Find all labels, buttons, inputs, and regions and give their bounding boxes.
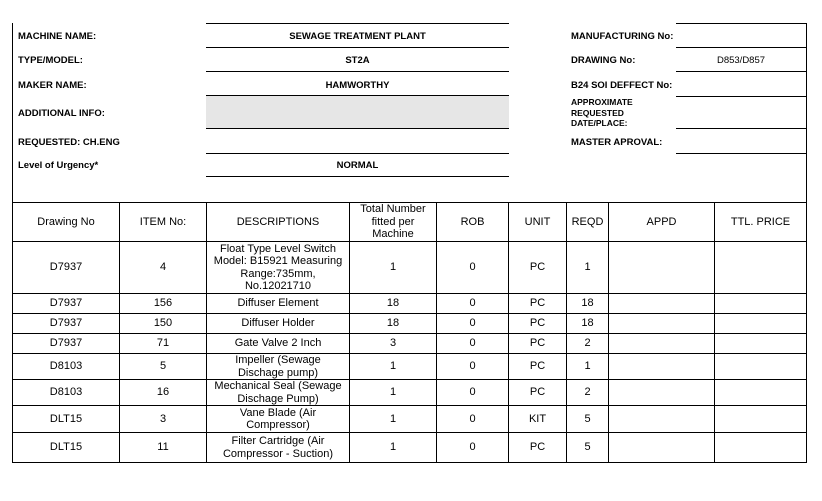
cell-desc: Float Type Level Switch Model: B15921 Measuring Range:735mm, No.12021710 <box>207 242 350 294</box>
cell-price[interactable] <box>715 354 807 380</box>
cell-item: 4 <box>120 242 207 294</box>
cell-reqd: 18 <box>567 314 609 334</box>
cell-drawing: DLT15 <box>13 406 120 433</box>
additional-info-field[interactable] <box>206 96 509 128</box>
cell-appd[interactable] <box>609 294 715 314</box>
cell-price[interactable] <box>715 314 807 334</box>
cell-price[interactable] <box>715 294 807 314</box>
cell-unit: PC <box>509 433 567 463</box>
cell-total: 18 <box>350 294 437 314</box>
table-row <box>13 294 807 314</box>
cell-item: 5 <box>120 354 207 380</box>
cell-total: 1 <box>350 380 437 406</box>
cell-desc: Vane Blade (Air Compressor) <box>207 406 350 433</box>
additional-info-underline <box>206 128 509 129</box>
col-total-fitted: Total Number fitted per Machine <box>350 203 437 242</box>
cell-unit: PC <box>509 242 567 294</box>
cell-reqd: 2 <box>567 380 609 406</box>
additional-info-label: ADDITIONAL INFO: <box>18 108 105 119</box>
drawing-no-label: DRAWING No: <box>571 55 636 66</box>
cell-item: 16 <box>120 380 207 406</box>
machine-name-underline <box>206 47 509 48</box>
table-row <box>13 334 807 354</box>
cell-unit: PC <box>509 354 567 380</box>
master-approval-underline <box>676 153 806 154</box>
col-drawing-no: Drawing No <box>13 203 120 242</box>
cell-item: 11 <box>120 433 207 463</box>
cell-appd[interactable] <box>609 334 715 354</box>
b24-label: B24 SOI DEFFECT No: <box>571 80 673 91</box>
b24-underline <box>676 96 806 97</box>
manufacturing-no-top-line <box>676 23 806 24</box>
header-frame-left <box>12 23 13 203</box>
cell-rob: 0 <box>437 354 509 380</box>
col-unit: UNIT <box>509 203 567 242</box>
cell-reqd: 1 <box>567 354 609 380</box>
col-rob: ROB <box>437 203 509 242</box>
cell-drawing: DLT15 <box>13 433 120 463</box>
cell-total: 1 <box>350 433 437 463</box>
cell-unit: PC <box>509 380 567 406</box>
table-row <box>13 314 807 334</box>
cell-price[interactable] <box>715 334 807 354</box>
cell-desc: Diffuser Holder <box>207 314 350 334</box>
cell-drawing: D8103 <box>13 380 120 406</box>
cell-drawing: D7937 <box>13 242 120 294</box>
cell-item: 3 <box>120 406 207 433</box>
cell-appd[interactable] <box>609 433 715 463</box>
cell-rob: 0 <box>437 334 509 354</box>
table-row <box>13 354 807 380</box>
cell-total: 1 <box>350 354 437 380</box>
cell-price[interactable] <box>715 433 807 463</box>
cell-drawing: D7937 <box>13 314 120 334</box>
cell-rob: 0 <box>437 314 509 334</box>
cell-total: 1 <box>350 242 437 294</box>
manufacturing-no-underline <box>676 47 806 48</box>
requested-underline <box>206 153 509 154</box>
approx-date-underline <box>676 128 806 129</box>
col-reqd: REQD <box>567 203 609 242</box>
urgency-value[interactable]: NORMAL <box>336 160 379 171</box>
cell-drawing: D7937 <box>13 334 120 354</box>
master-approval-label: MASTER APROVAL: <box>571 137 663 148</box>
cell-rob: 0 <box>437 242 509 294</box>
cell-desc: Mechanical Seal (Sewage Dischage Pump) <box>207 380 350 406</box>
cell-reqd: 5 <box>567 406 609 433</box>
col-item-no: ITEM No: <box>120 203 207 242</box>
type-model-label: TYPE/MODEL: <box>18 55 83 66</box>
table-row <box>13 433 807 463</box>
cell-appd[interactable] <box>609 406 715 433</box>
cell-item: 71 <box>120 334 207 354</box>
approx-date-label: APPROXIMATE REQUESTED DATE/PLACE: <box>571 97 633 128</box>
cell-price[interactable] <box>715 242 807 294</box>
cell-item: 150 <box>120 314 207 334</box>
cell-appd[interactable] <box>609 314 715 334</box>
cell-desc: Diffuser Element <box>207 294 350 314</box>
cell-total: 1 <box>350 406 437 433</box>
cell-appd[interactable] <box>609 354 715 380</box>
drawing-no-underline <box>676 71 806 72</box>
table-header-row <box>13 203 807 242</box>
cell-reqd: 1 <box>567 242 609 294</box>
drawing-no-value[interactable]: D853/D857 <box>716 55 766 66</box>
machine-name-label: MACHINE NAME: <box>18 31 97 42</box>
cell-desc: Gate Valve 2 Inch <box>207 334 350 354</box>
cell-total: 18 <box>350 314 437 334</box>
cell-item: 156 <box>120 294 207 314</box>
col-ttl-price: TTL. PRICE <box>715 203 807 242</box>
cell-desc: Impeller (Sewage Dischage pump) <box>207 354 350 380</box>
cell-reqd: 18 <box>567 294 609 314</box>
cell-drawing: D8103 <box>13 354 120 380</box>
items-table <box>12 202 807 463</box>
machine-name-top-line <box>206 23 509 24</box>
maker-name-label: MAKER NAME: <box>18 80 87 91</box>
cell-total: 3 <box>350 334 437 354</box>
type-model-underline <box>206 71 509 72</box>
requested-label: REQUESTED: CH.ENG <box>18 137 120 148</box>
cell-desc: Filter Cartridge (Air Compressor - Suction) <box>207 433 350 463</box>
manufacturing-no-label: MANUFACTURING No: <box>571 31 674 42</box>
cell-rob: 0 <box>437 380 509 406</box>
urgency-underline <box>206 176 509 177</box>
cell-reqd: 2 <box>567 334 609 354</box>
cell-unit: PC <box>509 334 567 354</box>
cell-unit: PC <box>509 314 567 334</box>
cell-rob: 0 <box>437 294 509 314</box>
cell-unit: PC <box>509 294 567 314</box>
cell-price[interactable] <box>715 380 807 406</box>
cell-reqd: 5 <box>567 433 609 463</box>
col-descriptions: DESCRIPTIONS <box>207 203 350 242</box>
cell-unit: KIT <box>509 406 567 433</box>
col-appd: APPD <box>609 203 715 242</box>
cell-appd[interactable] <box>609 242 715 294</box>
cell-appd[interactable] <box>609 380 715 406</box>
urgency-label: Level of Urgency* <box>18 160 99 171</box>
table-row <box>13 380 807 406</box>
type-model-value[interactable]: ST2A <box>345 55 370 66</box>
machine-name-value[interactable]: SEWAGE TREATMENT PLANT <box>289 31 426 42</box>
cell-rob: 0 <box>437 433 509 463</box>
table-row <box>13 406 807 433</box>
maker-name-value[interactable]: HAMWORTHY <box>325 80 390 91</box>
cell-drawing: D7937 <box>13 294 120 314</box>
header-frame-right <box>806 23 807 203</box>
table-row <box>13 242 807 294</box>
cell-rob: 0 <box>437 406 509 433</box>
cell-price[interactable] <box>715 406 807 433</box>
